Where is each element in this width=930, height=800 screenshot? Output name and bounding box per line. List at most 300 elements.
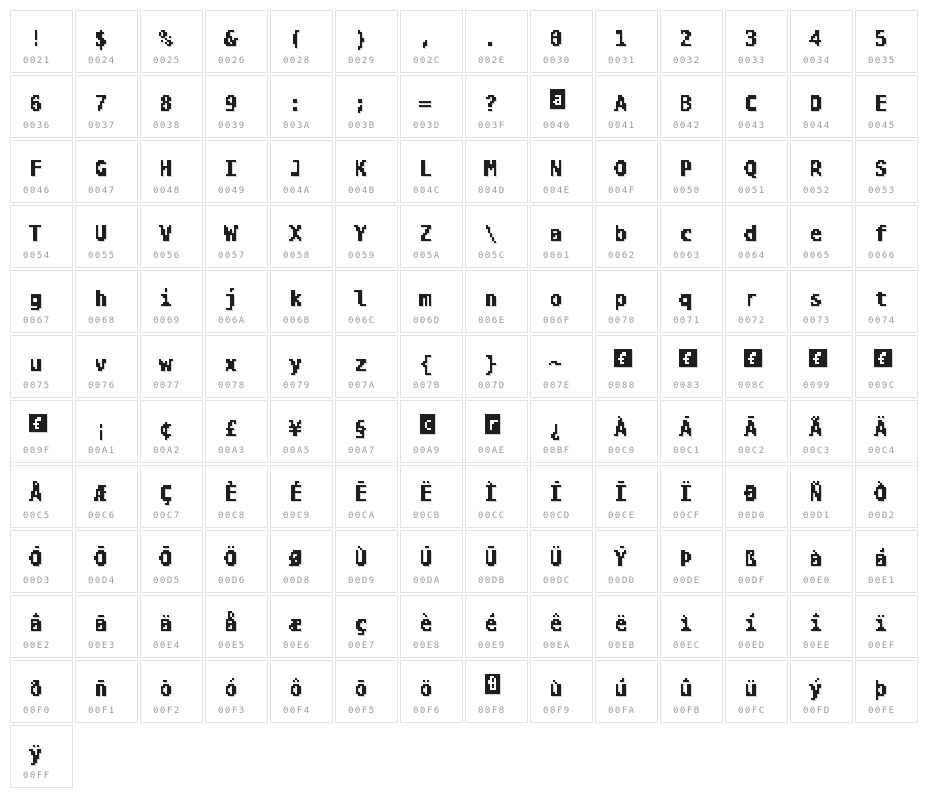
glyph-cell-00C6[interactable] xyxy=(75,465,138,528)
glyph-code-label: 005A xyxy=(413,251,441,261)
glyph-bitmap xyxy=(547,213,577,253)
glyph-bitmap xyxy=(352,473,382,513)
glyph-code-label: 0053 xyxy=(868,186,896,196)
glyph-cell-008C[interactable] xyxy=(725,335,788,398)
glyph-bitmap xyxy=(872,18,902,58)
glyph-code-label: 00C1 xyxy=(673,446,701,456)
glyph-cell-0042[interactable] xyxy=(660,75,723,138)
glyph-cell-0078[interactable] xyxy=(205,335,268,398)
glyph-bitmap xyxy=(27,668,57,708)
glyph-code-label: 003B xyxy=(348,121,376,131)
glyph-code-label: 0026 xyxy=(218,56,246,66)
glyph-bitmap xyxy=(612,408,642,448)
glyph-cell-00E2[interactable] xyxy=(10,595,73,658)
glyph-cell-002E[interactable] xyxy=(465,10,528,73)
glyph-bitmap xyxy=(742,213,772,253)
glyph-bitmap xyxy=(92,18,122,58)
glyph-bitmap xyxy=(677,343,707,383)
glyph-cell-0080[interactable] xyxy=(595,335,658,398)
glyph-bitmap xyxy=(157,148,187,188)
glyph-cell-0058[interactable] xyxy=(270,205,333,268)
glyph-bitmap xyxy=(677,278,707,318)
glyph-cell-006D[interactable] xyxy=(400,270,463,333)
glyph-cell-0062[interactable] xyxy=(595,205,658,268)
glyph-cell-009F[interactable] xyxy=(10,400,73,463)
glyph-cell-00DB[interactable] xyxy=(465,530,528,593)
glyph-cell-0074[interactable] xyxy=(855,270,918,333)
glyph-code-label: 00E6 xyxy=(283,641,311,651)
glyph-bitmap xyxy=(287,213,317,253)
glyph-code-label: 00E9 xyxy=(478,641,506,651)
glyph-code-label: 0079 xyxy=(283,381,311,391)
glyph-bitmap xyxy=(612,148,642,188)
glyph-cell-0099[interactable] xyxy=(790,335,853,398)
glyph-cell-00D2[interactable] xyxy=(855,465,918,528)
glyph-code-label: 0069 xyxy=(153,316,181,326)
glyph-code-label: 0054 xyxy=(23,251,51,261)
glyph-cell-0034[interactable] xyxy=(790,10,853,73)
glyph-cell-0073[interactable] xyxy=(790,270,853,333)
glyph-cell-00BF[interactable] xyxy=(530,400,593,463)
glyph-cell-00E5[interactable] xyxy=(205,595,268,658)
glyph-code-label: 0048 xyxy=(153,186,181,196)
glyph-code-label: 002C xyxy=(413,56,441,66)
glyph-code-label: 0029 xyxy=(348,56,376,66)
glyph-cell-0053[interactable] xyxy=(855,140,918,203)
glyph-bitmap xyxy=(27,473,57,513)
glyph-bitmap xyxy=(547,148,577,188)
glyph-code-label: 00C3 xyxy=(803,446,831,456)
glyph-cell-0061[interactable] xyxy=(530,205,593,268)
glyph-cell-0029[interactable] xyxy=(335,10,398,73)
glyph-code-label: 0037 xyxy=(88,121,116,131)
glyph-code-label: 00FC xyxy=(738,706,766,716)
glyph-cell-00D6[interactable] xyxy=(205,530,268,593)
glyph-bitmap xyxy=(417,278,447,318)
glyph-code-label: 0050 xyxy=(673,186,701,196)
glyph-bitmap xyxy=(742,148,772,188)
glyph-cell-0037[interactable] xyxy=(75,75,138,138)
glyph-cell-005C[interactable] xyxy=(465,205,528,268)
glyph-code-label: 004C xyxy=(413,186,441,196)
glyph-code-label: 00DC xyxy=(543,576,571,586)
glyph-cell-0043[interactable] xyxy=(725,75,788,138)
glyph-cell-0039[interactable] xyxy=(205,75,268,138)
glyph-cell-0045[interactable] xyxy=(855,75,918,138)
glyph-bitmap xyxy=(612,538,642,578)
glyph-code-label: 0042 xyxy=(673,121,701,131)
glyph-cell-0059[interactable] xyxy=(335,205,398,268)
glyph-cell-0077[interactable] xyxy=(140,335,203,398)
glyph-cell-00FB[interactable] xyxy=(660,660,723,723)
glyph-bitmap xyxy=(157,668,187,708)
glyph-cell-00DE[interactable] xyxy=(660,530,723,593)
glyph-code-label: 00E2 xyxy=(23,641,51,651)
glyph-code-label: 004D xyxy=(478,186,506,196)
glyph-cell-0031[interactable] xyxy=(595,10,658,73)
glyph-cell-004A[interactable] xyxy=(270,140,333,203)
glyph-cell-0032[interactable] xyxy=(660,10,723,73)
glyph-cell-0075[interactable] xyxy=(10,335,73,398)
glyph-cell-0051[interactable] xyxy=(725,140,788,203)
glyph-cell-00DC[interactable] xyxy=(530,530,593,593)
glyph-cell-006C[interactable] xyxy=(335,270,398,333)
glyph-bitmap xyxy=(482,213,512,253)
glyph-code-label: 0030 xyxy=(543,56,571,66)
glyph-bitmap xyxy=(92,408,122,448)
glyph-cell-0036[interactable] xyxy=(10,75,73,138)
glyph-cell-00F2[interactable] xyxy=(140,660,203,723)
glyph-bitmap xyxy=(872,83,902,123)
glyph-code-label: 00F5 xyxy=(348,706,376,716)
glyph-cell-006F[interactable] xyxy=(530,270,593,333)
glyph-code-label: 00CB xyxy=(413,511,441,521)
glyph-bitmap xyxy=(742,278,772,318)
glyph-bitmap xyxy=(352,148,382,188)
glyph-code-label: 00EC xyxy=(673,641,701,651)
glyph-cell-0068[interactable] xyxy=(75,270,138,333)
glyph-cell-00DF[interactable] xyxy=(725,530,788,593)
glyph-cell-00E9[interactable] xyxy=(465,595,528,658)
glyph-cell-00C0[interactable] xyxy=(595,400,658,463)
glyph-cell-00F5[interactable] xyxy=(335,660,398,723)
glyph-bitmap xyxy=(807,538,837,578)
glyph-code-label: 00C4 xyxy=(868,446,896,456)
glyph-code-label: 00AE xyxy=(478,446,506,456)
glyph-cell-00CB[interactable] xyxy=(400,465,463,528)
glyph-cell-006A[interactable] xyxy=(205,270,268,333)
glyph-code-label: 0083 xyxy=(673,381,701,391)
glyph-cell-00DD[interactable] xyxy=(595,530,658,593)
glyph-cell-007A[interactable] xyxy=(335,335,398,398)
glyph-cell-0083[interactable] xyxy=(660,335,723,398)
glyph-cell-00D1[interactable] xyxy=(790,465,853,528)
glyph-cell-004C[interactable] xyxy=(400,140,463,203)
glyph-cell-00A7[interactable] xyxy=(335,400,398,463)
glyph-code-label: 006D xyxy=(413,316,441,326)
glyph-cell-00F6[interactable] xyxy=(400,660,463,723)
glyph-cell-00F3[interactable] xyxy=(205,660,268,723)
glyph-bitmap xyxy=(612,603,642,643)
glyph-cell-00C8[interactable] xyxy=(205,465,268,528)
glyph-bitmap xyxy=(482,603,512,643)
glyph-cell-0076[interactable] xyxy=(75,335,138,398)
glyph-bitmap xyxy=(872,213,902,253)
glyph-bitmap xyxy=(27,18,57,58)
glyph-cell-00D3[interactable] xyxy=(10,530,73,593)
glyph-code-label: 0073 xyxy=(803,316,831,326)
glyph-cell-00EC[interactable] xyxy=(660,595,723,658)
glyph-bitmap xyxy=(352,538,382,578)
glyph-bitmap xyxy=(807,213,837,253)
glyph-code-label: 0045 xyxy=(868,121,896,131)
glyph-cell-0072[interactable] xyxy=(725,270,788,333)
glyph-cell-00C7[interactable] xyxy=(140,465,203,528)
glyph-cell-00A1[interactable] xyxy=(75,400,138,463)
glyph-cell-00EB[interactable] xyxy=(595,595,658,658)
glyph-cell-003A[interactable] xyxy=(270,75,333,138)
glyph-cell-0028[interactable] xyxy=(270,10,333,73)
glyph-code-label: 0059 xyxy=(348,251,376,261)
glyph-cell-0049[interactable] xyxy=(205,140,268,203)
glyph-code-label: 004A xyxy=(283,186,311,196)
glyph-cell-0057[interactable] xyxy=(205,205,268,268)
glyph-bitmap xyxy=(417,343,447,383)
glyph-bitmap xyxy=(27,213,57,253)
glyph-code-label: 00C8 xyxy=(218,511,246,521)
glyph-bitmap xyxy=(417,473,447,513)
glyph-cell-00CF[interactable] xyxy=(660,465,723,528)
glyph-code-label: 00D9 xyxy=(348,576,376,586)
glyph-cell-0048[interactable] xyxy=(140,140,203,203)
glyph-cell-003B[interactable] xyxy=(335,75,398,138)
glyph-bitmap xyxy=(547,18,577,58)
glyph-cell-0046[interactable] xyxy=(10,140,73,203)
glyph-cell-00F9[interactable] xyxy=(530,660,593,723)
glyph-cell-0024[interactable] xyxy=(75,10,138,73)
glyph-code-label: 00E3 xyxy=(88,641,116,651)
glyph-cell-00A2[interactable] xyxy=(140,400,203,463)
glyph-code-label: 00CD xyxy=(543,511,571,521)
glyph-code-label: 0071 xyxy=(673,316,701,326)
glyph-cell-00FD[interactable] xyxy=(790,660,853,723)
glyph-bitmap xyxy=(157,18,187,58)
glyph-bitmap xyxy=(352,408,382,448)
glyph-cell-0025[interactable] xyxy=(140,10,203,73)
glyph-cell-00ED[interactable] xyxy=(725,595,788,658)
glyph-code-label: 002E xyxy=(478,56,506,66)
glyph-code-label: 006F xyxy=(543,316,571,326)
glyph-cell-00E1[interactable] xyxy=(855,530,918,593)
glyph-bitmap xyxy=(92,603,122,643)
glyph-bitmap xyxy=(287,668,317,708)
glyph-cell-00F0[interactable] xyxy=(10,660,73,723)
glyph-bitmap xyxy=(742,473,772,513)
glyph-bitmap xyxy=(222,278,252,318)
glyph-code-label: 0057 xyxy=(218,251,246,261)
glyph-bitmap xyxy=(677,538,707,578)
glyph-cell-0055[interactable] xyxy=(75,205,138,268)
glyph-cell-0033[interactable] xyxy=(725,10,788,73)
glyph-bitmap xyxy=(27,408,57,448)
glyph-bitmap xyxy=(92,668,122,708)
glyph-bitmap xyxy=(92,538,122,578)
glyph-bitmap xyxy=(417,18,447,58)
glyph-code-label: 0041 xyxy=(608,121,636,131)
glyph-bitmap xyxy=(742,603,772,643)
glyph-bitmap xyxy=(482,538,512,578)
glyph-cell-00E7[interactable] xyxy=(335,595,398,658)
glyph-cell-00FE[interactable] xyxy=(855,660,918,723)
glyph-cell-0079[interactable] xyxy=(270,335,333,398)
glyph-code-label: 00E4 xyxy=(153,641,181,651)
glyph-code-label: 003D xyxy=(413,121,441,131)
glyph-code-label: 00F2 xyxy=(153,706,181,716)
glyph-cell-00CE[interactable] xyxy=(595,465,658,528)
glyph-bitmap xyxy=(807,473,837,513)
glyph-cell-0038[interactable] xyxy=(140,75,203,138)
glyph-code-label: 0025 xyxy=(153,56,181,66)
glyph-cell-0063[interactable] xyxy=(660,205,723,268)
glyph-cell-00EF[interactable] xyxy=(855,595,918,658)
glyph-cell-0030[interactable] xyxy=(530,10,593,73)
glyph-cell-0026[interactable] xyxy=(205,10,268,73)
glyph-code-label: 006B xyxy=(283,316,311,326)
glyph-code-label: 008C xyxy=(738,381,766,391)
glyph-bitmap xyxy=(352,668,382,708)
glyph-cell-00AE[interactable] xyxy=(465,400,528,463)
glyph-code-label: 00DF xyxy=(738,576,766,586)
glyph-bitmap xyxy=(612,343,642,383)
glyph-bitmap xyxy=(417,408,447,448)
glyph-code-label: 00D2 xyxy=(868,511,896,521)
glyph-bitmap xyxy=(417,148,447,188)
glyph-cell-0070[interactable] xyxy=(595,270,658,333)
glyph-cell-00D9[interactable] xyxy=(335,530,398,593)
glyph-bitmap xyxy=(547,603,577,643)
glyph-cell-0021[interactable] xyxy=(10,10,73,73)
glyph-code-label: 0065 xyxy=(803,251,831,261)
glyph-cell-007B[interactable] xyxy=(400,335,463,398)
glyph-cell-0054[interactable] xyxy=(10,205,73,268)
glyph-cell-0065[interactable] xyxy=(790,205,853,268)
glyph-code-label: 00EE xyxy=(803,641,831,651)
glyph-cell-00EA[interactable] xyxy=(530,595,593,658)
glyph-cell-004E[interactable] xyxy=(530,140,593,203)
glyph-code-label: 00A7 xyxy=(348,446,376,456)
glyph-bitmap xyxy=(287,148,317,188)
glyph-cell-00E3[interactable] xyxy=(75,595,138,658)
glyph-cell-002C[interactable] xyxy=(400,10,463,73)
glyph-cell-0067[interactable] xyxy=(10,270,73,333)
glyph-code-label: 00DE xyxy=(673,576,701,586)
glyph-bitmap xyxy=(417,603,447,643)
glyph-cell-00CC[interactable] xyxy=(465,465,528,528)
glyph-cell-007E[interactable] xyxy=(530,335,593,398)
glyph-cell-003D[interactable] xyxy=(400,75,463,138)
glyph-cell-00A9[interactable] xyxy=(400,400,463,463)
glyph-code-label: 007A xyxy=(348,381,376,391)
glyph-code-label: 00DA xyxy=(413,576,441,586)
glyph-bitmap xyxy=(547,343,577,383)
glyph-cell-0041[interactable] xyxy=(595,75,658,138)
glyph-cell-00D5[interactable] xyxy=(140,530,203,593)
glyph-cell-00E8[interactable] xyxy=(400,595,463,658)
glyph-bitmap xyxy=(352,603,382,643)
glyph-bitmap xyxy=(92,83,122,123)
glyph-cell-0056[interactable] xyxy=(140,205,203,268)
glyph-cell-00C1[interactable] xyxy=(660,400,723,463)
glyph-cell-00FF[interactable] xyxy=(10,725,73,788)
glyph-cell-00F8[interactable] xyxy=(465,660,528,723)
glyph-cell-00C2[interactable] xyxy=(725,400,788,463)
glyph-cell-0047[interactable] xyxy=(75,140,138,203)
glyph-cell-0071[interactable] xyxy=(660,270,723,333)
glyph-cell-00C4[interactable] xyxy=(855,400,918,463)
glyph-cell-004B[interactable] xyxy=(335,140,398,203)
glyph-bitmap xyxy=(287,603,317,643)
glyph-bitmap xyxy=(482,343,512,383)
glyph-cell-0050[interactable] xyxy=(660,140,723,203)
glyph-bitmap xyxy=(92,213,122,253)
glyph-cell-0035[interactable] xyxy=(855,10,918,73)
glyph-bitmap xyxy=(807,343,837,383)
glyph-bitmap xyxy=(157,343,187,383)
glyph-bitmap xyxy=(222,148,252,188)
glyph-cell-0052[interactable] xyxy=(790,140,853,203)
glyph-bitmap xyxy=(482,408,512,448)
glyph-code-label: 00ED xyxy=(738,641,766,651)
glyph-cell-0066[interactable] xyxy=(855,205,918,268)
glyph-code-label: 0034 xyxy=(803,56,831,66)
glyph-cell-00D4[interactable] xyxy=(75,530,138,593)
glyph-cell-00FC[interactable] xyxy=(725,660,788,723)
glyph-cell-00CA[interactable] xyxy=(335,465,398,528)
glyph-code-label: 00CE xyxy=(608,511,636,521)
glyph-bitmap xyxy=(287,18,317,58)
glyph-code-label: 0077 xyxy=(153,381,181,391)
glyph-code-label: 00E7 xyxy=(348,641,376,651)
glyph-cell-00D0[interactable] xyxy=(725,465,788,528)
glyph-cell-007D[interactable] xyxy=(465,335,528,398)
glyph-code-label: 006E xyxy=(478,316,506,326)
glyph-code-label: 00C0 xyxy=(608,446,636,456)
glyph-cell-00A5[interactable] xyxy=(270,400,333,463)
glyph-cell-005A[interactable] xyxy=(400,205,463,268)
glyph-cell-00F4[interactable] xyxy=(270,660,333,723)
glyph-cell-00EE[interactable] xyxy=(790,595,853,658)
glyph-cell-006B[interactable] xyxy=(270,270,333,333)
glyph-bitmap xyxy=(287,538,317,578)
glyph-cell-00C3[interactable] xyxy=(790,400,853,463)
glyph-bitmap xyxy=(92,148,122,188)
glyph-cell-004D[interactable] xyxy=(465,140,528,203)
glyph-cell-00E4[interactable] xyxy=(140,595,203,658)
glyph-bitmap xyxy=(417,213,447,253)
glyph-bitmap xyxy=(807,408,837,448)
glyph-code-label: 0033 xyxy=(738,56,766,66)
glyph-cell-0064[interactable] xyxy=(725,205,788,268)
glyph-cell-00F1[interactable] xyxy=(75,660,138,723)
glyph-bitmap xyxy=(872,343,902,383)
glyph-bitmap xyxy=(222,668,252,708)
glyph-cell-0069[interactable] xyxy=(140,270,203,333)
glyph-code-label: 00D6 xyxy=(218,576,246,586)
glyph-cell-00E6[interactable] xyxy=(270,595,333,658)
glyph-cell-00FA[interactable] xyxy=(595,660,658,723)
glyph-bitmap xyxy=(27,83,57,123)
glyph-code-label: 00EA xyxy=(543,641,571,651)
glyph-cell-00E0[interactable] xyxy=(790,530,853,593)
glyph-cell-0044[interactable] xyxy=(790,75,853,138)
glyph-cell-00CD[interactable] xyxy=(530,465,593,528)
glyph-cell-00D8[interactable] xyxy=(270,530,333,593)
glyph-cell-004F[interactable] xyxy=(595,140,658,203)
glyph-bitmap xyxy=(742,408,772,448)
glyph-cell-00A3[interactable] xyxy=(205,400,268,463)
glyph-cell-006E[interactable] xyxy=(465,270,528,333)
glyph-cell-0040[interactable] xyxy=(530,75,593,138)
glyph-code-label: 00F8 xyxy=(478,706,506,716)
glyph-cell-00C5[interactable] xyxy=(10,465,73,528)
glyph-bitmap xyxy=(157,603,187,643)
glyph-cell-00DA[interactable] xyxy=(400,530,463,593)
glyph-bitmap xyxy=(27,148,57,188)
glyph-cell-009C[interactable] xyxy=(855,335,918,398)
glyph-cell-003F[interactable] xyxy=(465,75,528,138)
glyph-code-label: 0021 xyxy=(23,56,51,66)
glyph-cell-00C9[interactable] xyxy=(270,465,333,528)
